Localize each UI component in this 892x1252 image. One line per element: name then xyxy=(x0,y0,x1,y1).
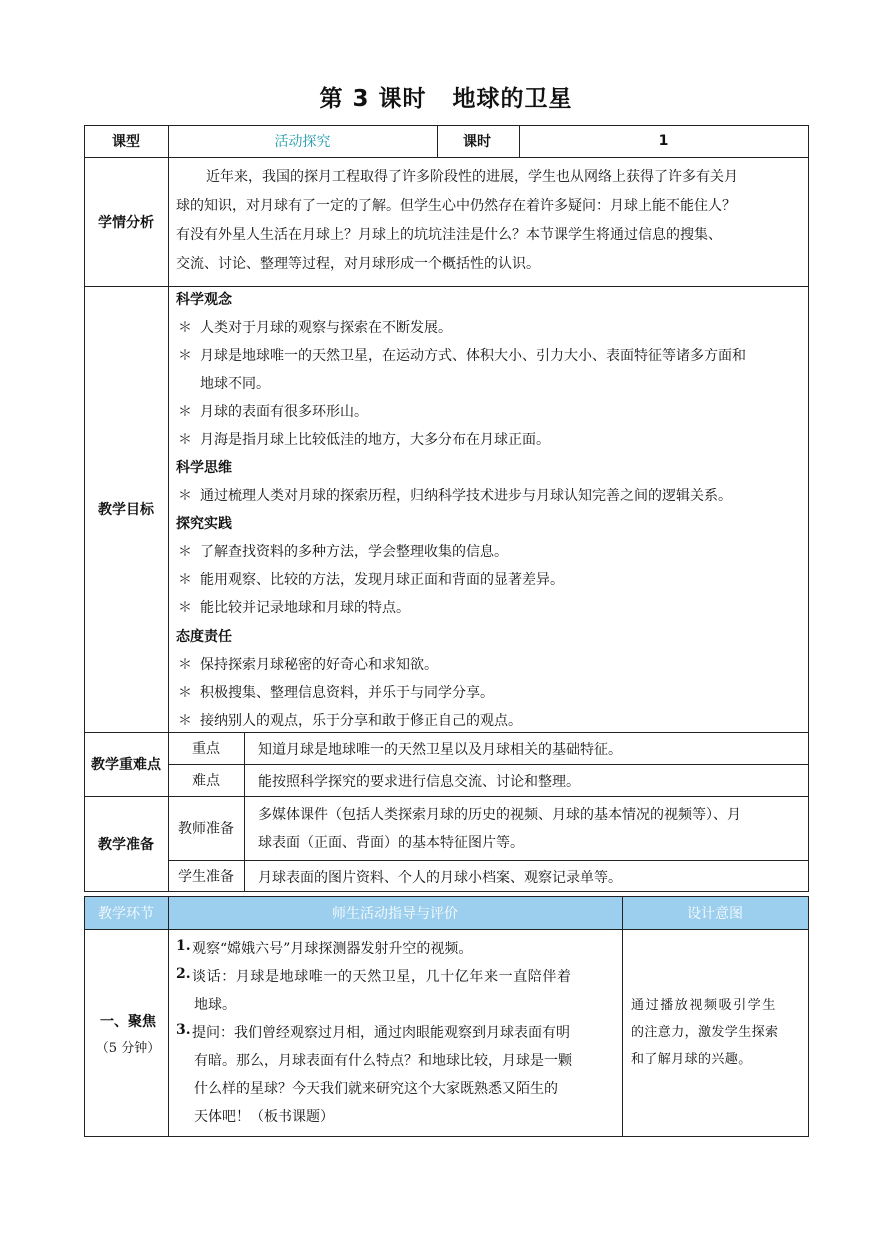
goal-heading: 科学思维 xyxy=(176,460,232,476)
student-prep-text: 月球表面的图片资料、个人的月球小档案、观察记录单等。 xyxy=(258,870,622,886)
intent-line: 的注意力，激发学生探索 xyxy=(631,1025,779,1040)
goal-heading: 态度责任 xyxy=(176,629,232,645)
goal-item: 月球的表面有很多环形山。 xyxy=(200,404,368,420)
star-icon: ＊ xyxy=(178,572,192,588)
goal-heading: 科学观念 xyxy=(176,292,232,308)
star-icon: ＊ xyxy=(178,713,192,729)
goal-item: 月海是指月球上比较低洼的地方，大多分布在月球正面。 xyxy=(200,432,550,448)
activity-line: 地球。 xyxy=(194,997,236,1013)
difficulty-label: 难点 xyxy=(192,773,220,789)
goal-item: 了解查找资料的多种方法，学会整理收集的信息。 xyxy=(200,544,508,560)
star-icon: ＊ xyxy=(178,685,192,701)
analysis-line: 球的知识，对月球有了一定的了解。但学生心中仍然存在着许多疑问：月球上能不能住人？ xyxy=(176,198,736,214)
star-icon: ＊ xyxy=(178,432,192,448)
star-icon: ＊ xyxy=(178,544,192,560)
lesson-number: 第 3 课时 xyxy=(319,86,427,112)
goal-item: 人类对于月球的观察与探索在不断发展。 xyxy=(200,320,452,336)
stage-name: 一、聚焦 xyxy=(100,1014,156,1030)
activity-line: 天体吧！（板书课题） xyxy=(194,1109,334,1125)
student-prep-label: 学生准备 xyxy=(178,868,234,885)
star-icon: ＊ xyxy=(178,488,192,504)
analysis-line: 近年来，我国的探月工程取得了许多阶段性的进展，学生也从网络上获得了许多有关月 xyxy=(206,169,738,185)
process-header-activity: 师生活动指导与评价 xyxy=(332,906,458,922)
focus-text: 知道月球是地球唯一的天然卫星以及月球相关的基础特征。 xyxy=(258,742,622,758)
teacher-prep-line: 多媒体课件（包括人类探索月球的历史的视频、月球的基本情况的视频等）、月 xyxy=(258,807,741,823)
lesson-name: 地球的卫星 xyxy=(452,86,573,112)
star-icon: ＊ xyxy=(178,404,192,420)
process-header-stage: 教学环节 xyxy=(98,906,154,922)
activity-number: 3. xyxy=(176,1022,191,1038)
goals-label: 教学目标 xyxy=(98,502,154,518)
analysis-line: 有没有外星人生活在月球上？月球上的坑坑洼洼是什么？本节课学生将通过信息的搜集、 xyxy=(176,227,722,243)
lesson-hours-label: 课时 xyxy=(463,134,491,150)
activity-line: 观察“嫦娥六号”月球探测器发射升空的视频。 xyxy=(192,941,473,957)
star-icon: ＊ xyxy=(178,320,192,336)
goal-item: 保持探索月球秘密的好奇心和求知欲。 xyxy=(200,657,438,673)
course-type-label: 课型 xyxy=(112,134,140,150)
activity-line: 什么样的星球？今天我们就来研究这个大家既熟悉又陌生的 xyxy=(194,1081,558,1097)
star-icon: ＊ xyxy=(178,657,192,673)
activity-line: 有暗。那么，月球表面有什么特点？和地球比较，月球是一颗 xyxy=(194,1053,572,1069)
goal-item: 月球是地球唯一的天然卫星，在运动方式、体积大小、引力大小、表面特征等诸多方面和 xyxy=(200,348,746,364)
teacher-prep-line: 球表面（正面、背面）的基本特征图片等。 xyxy=(258,835,524,851)
lesson-hours-value: 1 xyxy=(658,133,669,149)
goal-item: 接纳别人的观点，乐于分享和敢于修正自己的观点。 xyxy=(200,713,522,729)
star-icon: ＊ xyxy=(178,348,192,364)
intent-line: 和了解月球的兴趣。 xyxy=(631,1052,752,1067)
preparation-label: 教学准备 xyxy=(98,836,154,853)
activity-line: 提问：我们曾经观察过月相，通过肉眼能观察到月球表面有明 xyxy=(192,1025,570,1041)
goal-heading: 探究实践 xyxy=(176,516,232,532)
key-points-label: 教学重难点 xyxy=(91,757,161,773)
course-type-value: 活动探究 xyxy=(274,134,331,150)
focus-label: 重点 xyxy=(192,741,220,757)
goal-item: 通过梳理人类对月球的探索历程，归纳科学技术进步与月球认知完善之间的逻辑关系。 xyxy=(200,488,732,504)
activity-number: 2. xyxy=(176,966,191,982)
activity-line: 谈话：月球是地球唯一的天然卫星，几十亿年来一直陪伴着 xyxy=(192,969,572,985)
process-header-intent: 设计意图 xyxy=(687,906,743,922)
analysis-label: 学情分析 xyxy=(98,214,154,231)
stage-time: （5 分钟） xyxy=(95,1041,161,1056)
goal-item: 能用观察、比较的方法，发现月球正面和背面的显著差异。 xyxy=(200,572,564,588)
activity-number: 1. xyxy=(176,938,191,954)
intent-line: 通过播放视频吸引学生 xyxy=(631,998,778,1013)
difficulty-text: 能按照科学探究的要求进行信息交流、讨论和整理。 xyxy=(258,774,580,790)
star-icon: ＊ xyxy=(178,600,192,616)
goal-item: 积极搜集、整理信息资料，并乐于与同学分享。 xyxy=(200,685,494,701)
goal-item: 能比较并记录地球和月球的特点。 xyxy=(200,600,410,616)
analysis-line: 交流、讨论、整理等过程，对月球形成一个概括性的认识。 xyxy=(176,256,540,272)
goal-item: 地球不同。 xyxy=(200,376,270,392)
teacher-prep-label: 教师准备 xyxy=(178,821,234,837)
page-title xyxy=(0,80,892,113)
